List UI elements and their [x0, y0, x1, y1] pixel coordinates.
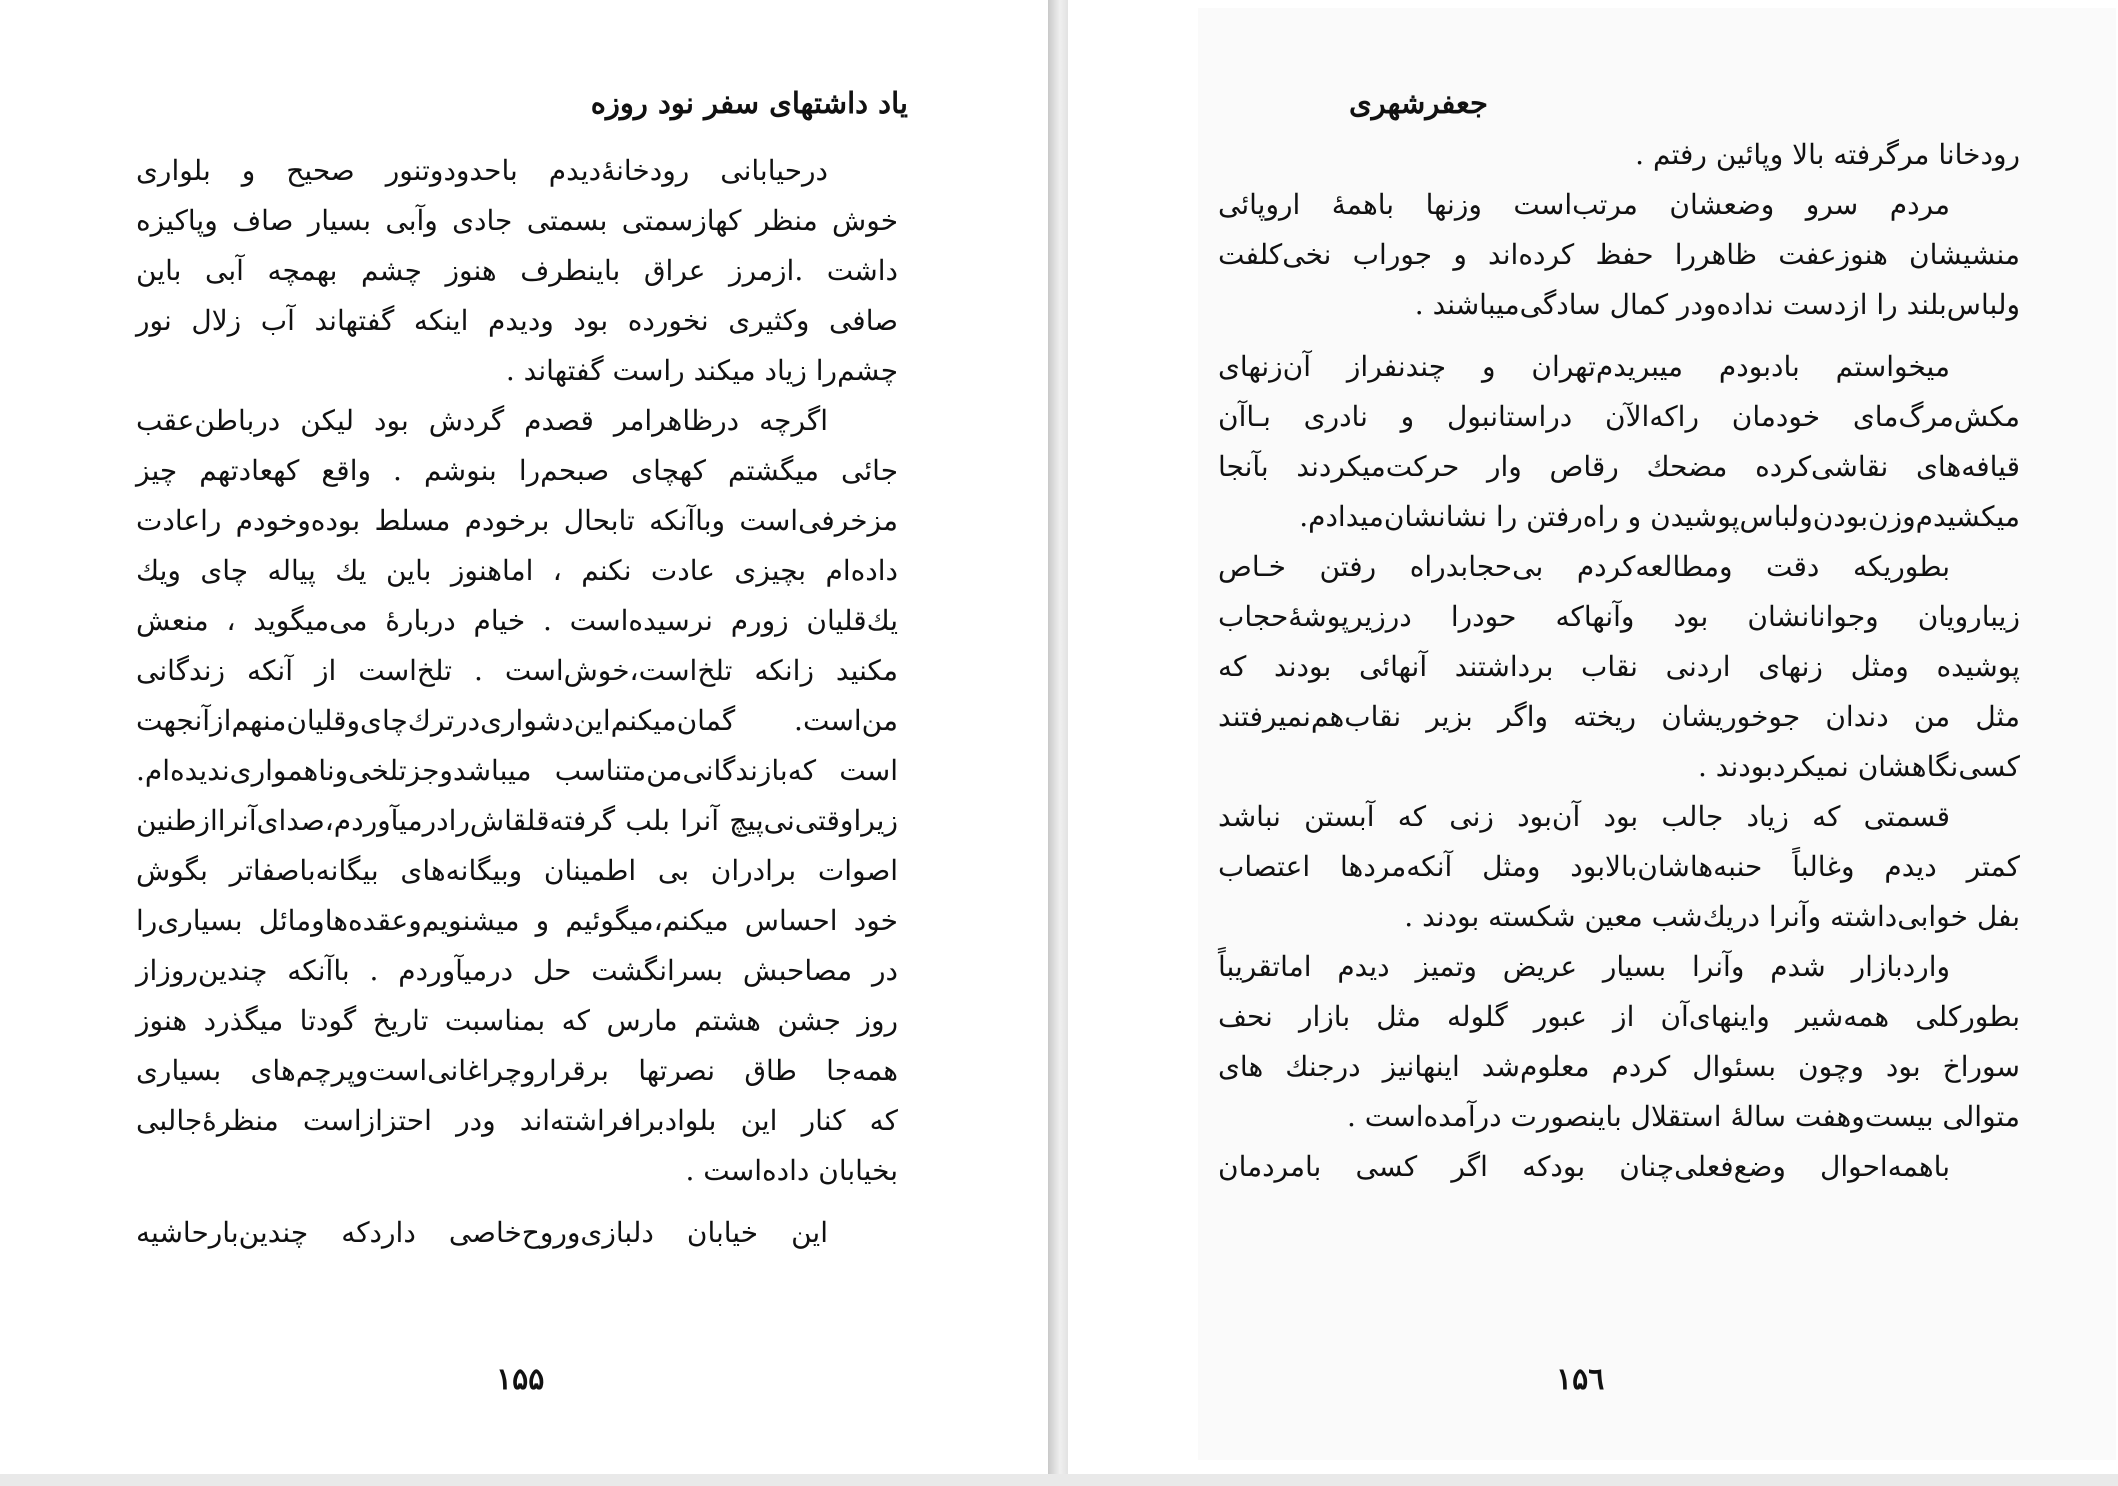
- right-page-body: [1218, 130, 2020, 1192]
- text-line: قسمتی که زیاد جالب بود آن‌بود زنی که آبستن نباشد: [1218, 800, 1950, 833]
- text-line: قیافه‌های نقاشی‌کرده مضحك رقاص وار حرکت‌میکردند بآنجا: [1218, 450, 2020, 483]
- text-line: میخواستم بادبودم میبریدم‌تهران و چندنفراز آن‌زنهای: [1218, 350, 1950, 383]
- text-line: همه‌جا طاق نصرتها برقراروچراغانی‌است‌وپرچم‌های بسیاری: [136, 1054, 898, 1087]
- text-line: روز جشن هشتم مارس که بمناسبت تاریخ گودتا میگذرد هنوز: [136, 1004, 898, 1037]
- text-line: منشیشان هنوزعفت ظاهررا حفظ کرده‌اند و جوراب نخی‌کلفت: [1218, 238, 2020, 271]
- right-running-header: جعفرشهری: [1348, 86, 1488, 120]
- left-page-number: ۱۵۵: [496, 1362, 545, 1397]
- text-line: اگرچه درظاهرامر قصدم گردش بود لیکن درباطن‌عقب: [136, 404, 828, 437]
- text-line: سوراخ بود وچون بسئوال کردم معلوم‌شد اینهانیز درجنك های: [1218, 1050, 2020, 1083]
- text-line: درحیابانی رودخانۀدیدم باحدودوتنور صحیح و بلواری: [136, 154, 828, 187]
- left-running-header: یاد داشتهای سفر نود روزه: [590, 86, 908, 120]
- text-line: یك‌قلیان زورم نرسیده‌است . خیام دربارۀ می‌میگوید ، منعش: [136, 604, 898, 637]
- text-line: ولباس‌بلند را ازدست نداده‌ودر کمال سادگی‌میباشند .: [1414, 288, 2020, 321]
- text-line: پوشیده ومثل زنهای اردنی نقاب برداشتند آنهائی بودند که: [1218, 650, 2020, 683]
- text-line: مکش‌مرگ‌مای خودمان راکه‌الآن دراستانبول و نادری بـاآن: [1218, 400, 2020, 433]
- text-line: میکشیدم‌وزن‌بودن‌ولباس‌پوشیدن و راه‌رفتن را نشانشان‌میدادم.: [1299, 500, 2020, 533]
- text-line: که کنار این بلوادبرافراشته‌اند ودر احتزازاست منظرۀجالبی: [136, 1104, 898, 1137]
- text-line: چشم‌را زیاد میکند راست گفتهاند .: [505, 354, 898, 387]
- text-line: متوالی بیست‌وهفت سالۀ استقلال باینصورت درآمده‌است .: [1346, 1100, 2020, 1133]
- book-gutter: [1048, 0, 1068, 1474]
- text-line: جائی میگشتم کهچای صبحم‌را بنوشم . واقع کهعادتهم چیز: [136, 454, 898, 487]
- text-line: داده‌ام بچیزی عادت نکنم ، اماهنوز باین یك پیاله چای ویك: [136, 554, 898, 587]
- right-page-number: ۱۵٦: [1556, 1362, 1605, 1397]
- text-line: وارد‌بازار شدم وآنرا بسیار عریض وتمیز دیدم اماتقریباً: [1218, 950, 1950, 983]
- text-line: در مصاحبش بسرانگشت حل درمیآوردم . باآنکه چندین‌روزاز: [136, 954, 898, 987]
- text-line: داشت .ازمرز عراق باینطرف هنوز چشم بهمچه آبی باین: [136, 254, 898, 287]
- text-line: خود احساس میکنم،میگوئیم و میشنویم‌وعقده‌هاومائل بسیاری‌را: [136, 904, 898, 937]
- text-line: مزخرفی‌است وباآنکه تابحال برخودم مسلط بوده‌وخودم راعادت: [136, 504, 898, 537]
- text-line: بخیابان داده‌است .: [685, 1154, 898, 1187]
- text-line: رودخانا مرگرفته بالا وپائین رفتم .: [1635, 138, 2020, 171]
- text-line: زیراوقتی‌نی‌پیچ آنرا بلب گرفته‌قلقاش‌رادرمیآوردم،صدای‌آنراازطنین: [136, 804, 898, 837]
- text-line: مکنید زانکه تلخ‌است،خوش‌است . تلخ‌است از آنکه زندگانی: [136, 654, 898, 687]
- text-line: این خیابان دلبازی‌وروح‌خاصی داردکه چندین‌بارحاشیه: [136, 1216, 828, 1249]
- right-page: [1068, 0, 2118, 1474]
- left-page-body: [136, 146, 898, 1258]
- text-line: باهمه‌احوال وضع‌فعلی‌چنان بودکه اگر کسی بامردمان: [1218, 1150, 1950, 1183]
- text-line: زیبارویان وجوانانشان بود وآنهاکه حودرا درزیرپوشۀحجاب: [1218, 600, 2020, 633]
- text-line: صافی وکثیری نخورده بود ودیدم اینکه گفتهاند آب زلال نور: [136, 304, 898, 337]
- text-line: بطوریکه دقت ومطالعه‌کردم بی‌حجابدراه رفتن خـاص: [1218, 550, 1950, 583]
- text-line: مثل من دندان جوخوریشان ریخته واگر بزیر نقاب‌هم‌نمیرفتند: [1218, 700, 2020, 733]
- text-line: کسی‌نگاهشان نمیکردبودند .: [1698, 750, 2020, 783]
- text-line: بطورکلی همه‌شیر واینهای‌آن از عبور گلوله مثل بازار نحف: [1218, 1000, 2020, 1033]
- text-line: بفل خوابی‌داشته وآنرا دریك‌شب معین شکسته بودند .: [1404, 900, 2020, 933]
- text-line: خوش منظر کهازسمتی بسمتی جادی وآبی بسیار صاف وپاکیزه: [136, 204, 898, 237]
- left-page: [0, 0, 1048, 1474]
- text-line: مردم سرو وضعشان مرتب‌است وزنها باهمۀ اروپائی: [1218, 188, 1950, 221]
- text-line: کمتر دیدم وغالباً حنبه‌هاشان‌بالابود ومثل آنکه‌مردها اعتصاب: [1218, 850, 2020, 883]
- text-line: اصوات برادران بی اطمینان وبیگانه‌های بیگانه‌باصفاتر بگوش: [136, 854, 898, 887]
- text-line: است که‌بازندگانی‌من‌متناسب میباشدوجزتلخی‌وناهمواری‌ندیده‌ام.: [136, 754, 898, 787]
- text-line: من‌است. گمان‌میکنم‌این‌دشواری‌درترك‌چای‌وقلیان‌منهم‌ازآنجهت: [136, 704, 898, 737]
